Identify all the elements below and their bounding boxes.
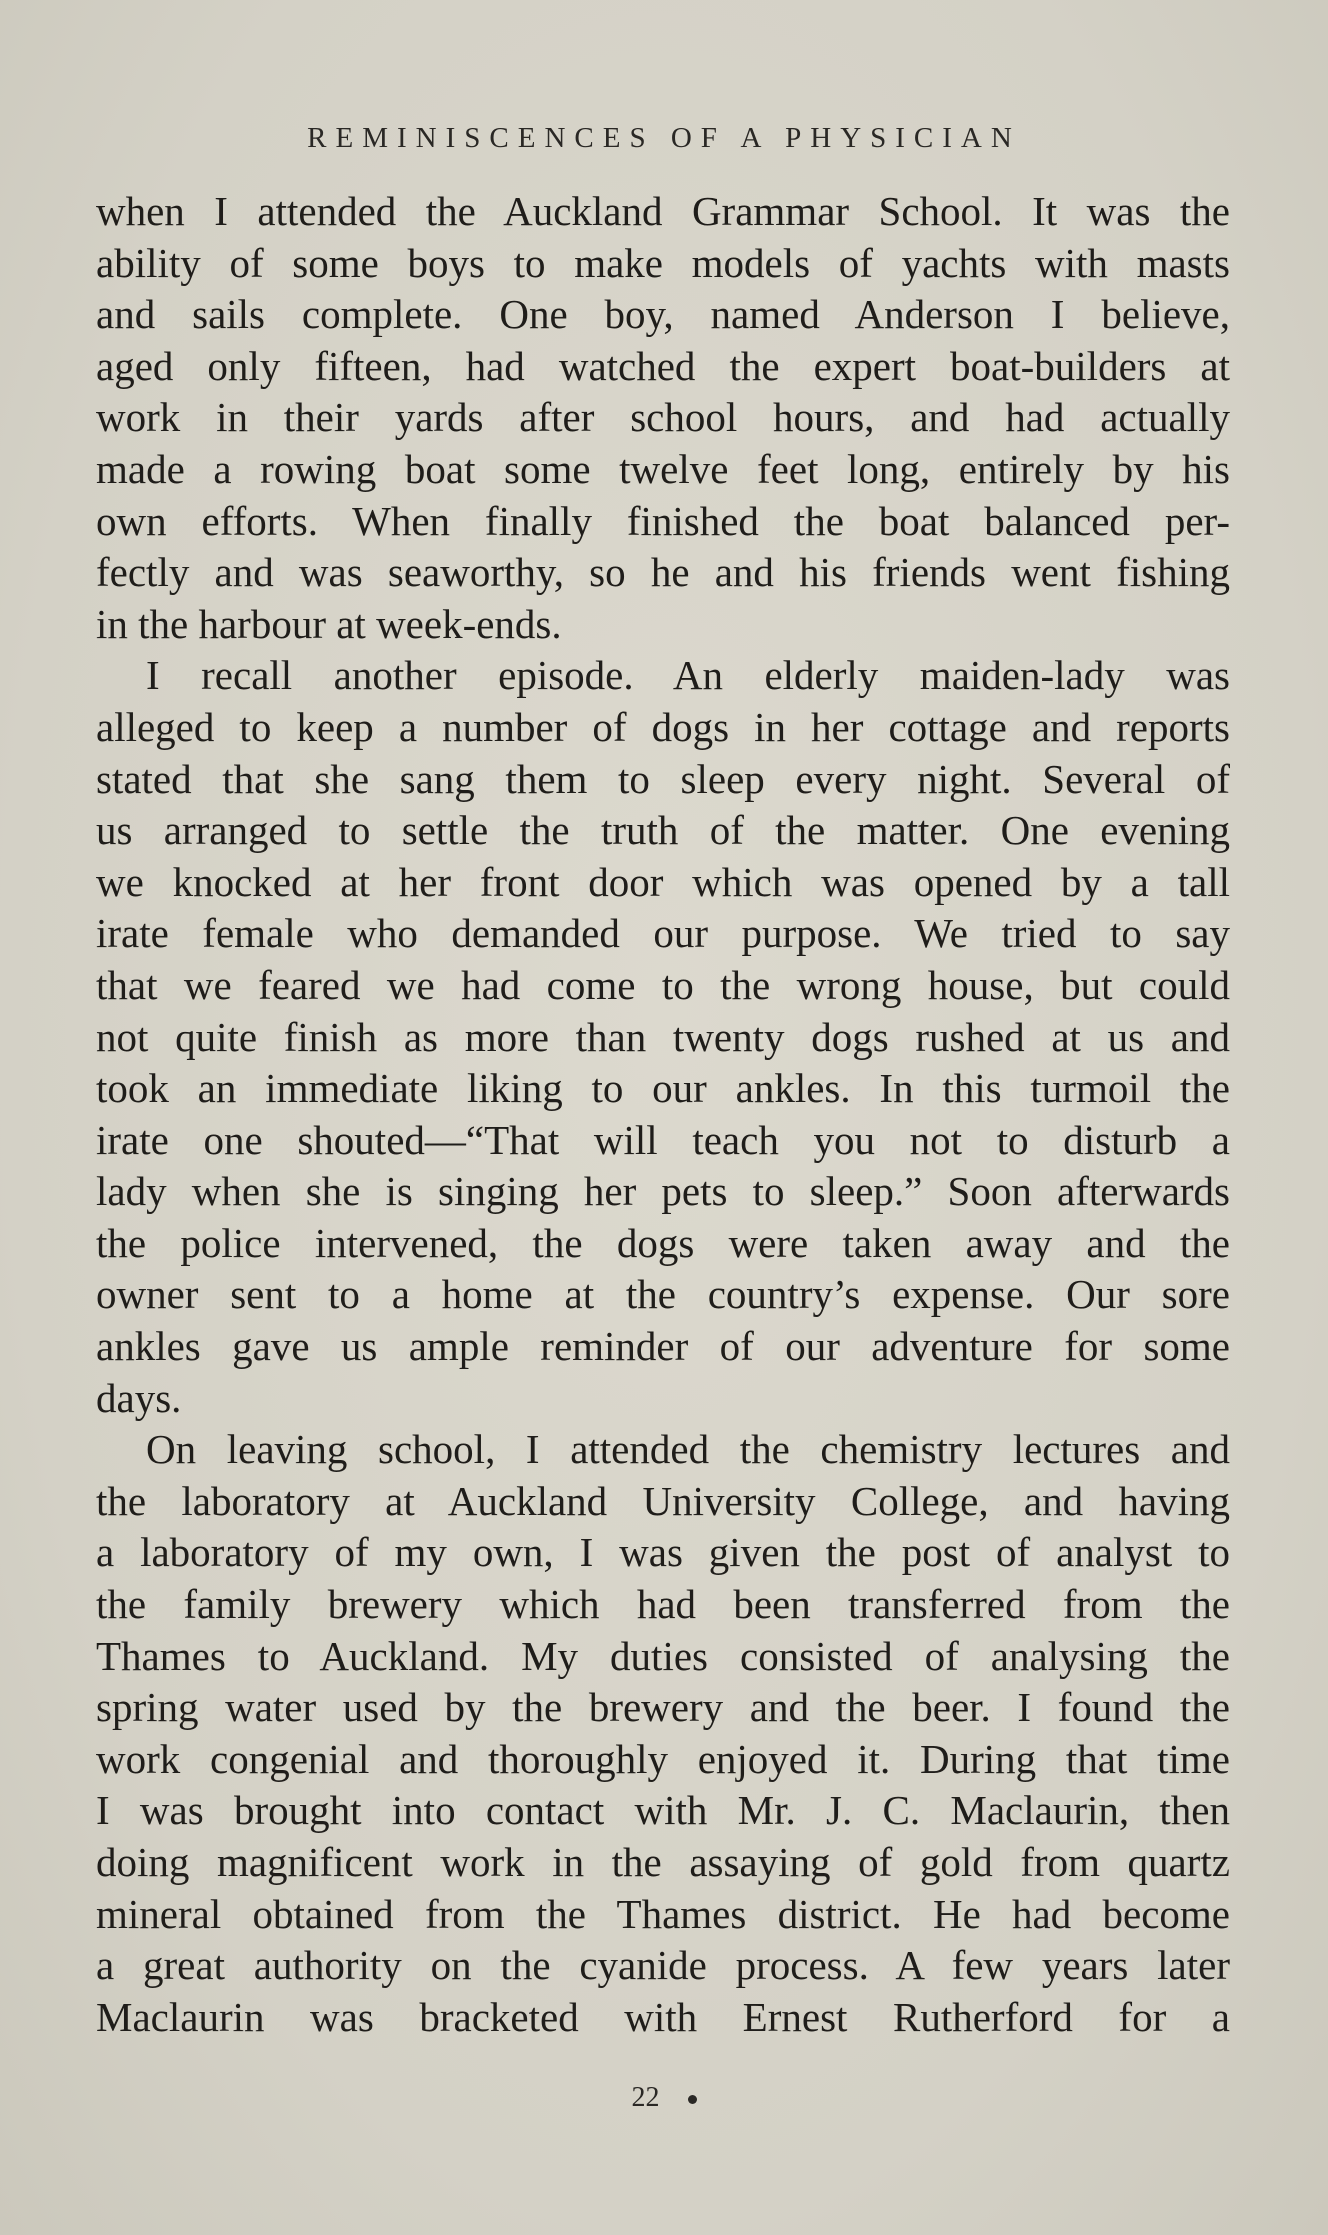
text-line: work in their yards after school hours, and had actually — [96, 394, 1230, 441]
text-line: and sails complete. One boy, named Anderson I believe, — [96, 291, 1230, 338]
bullet-dot-icon — [688, 2095, 697, 2104]
text-line: took an immediate liking to our ankles. In this turmoil the — [96, 1065, 1230, 1112]
running-head: REMINISCENCES OF A PHYSICIAN — [307, 122, 1021, 154]
text-line: made a rowing boat some twelve feet long, entirely by his — [96, 445, 1230, 492]
text-line: a great authority on the cyanide process. A few years later — [96, 1942, 1230, 1989]
text-line: days. — [96, 1374, 182, 1421]
text-line: irate female who demanded our purpose. We tried to say — [96, 910, 1230, 957]
text-line: a laboratory of my own, I was given the post of analyst to — [96, 1529, 1230, 1576]
text-line: the laboratory at Auckland University College, and having — [96, 1477, 1230, 1524]
paragraph-first-line: On leaving school, I attended the chemistry lectures and — [146, 1426, 1230, 1473]
text-line: spring water used by the brewery and the beer. I found the — [96, 1684, 1230, 1731]
text-line: us arranged to settle the truth of the matter. One evening — [96, 807, 1230, 854]
text-line: I was brought into contact with Mr. J. C. Maclaurin, then — [96, 1787, 1230, 1834]
text-line: ability of some boys to make models of yachts with masts — [96, 239, 1230, 286]
text-line: Maclaurin was bracketed with Ernest Rutherford for a — [96, 1993, 1230, 2040]
text-line: ankles gave us ample reminder of our adventure for some — [96, 1323, 1230, 1370]
text-line: aged only fifteen, had watched the expert boat-builders at — [96, 342, 1230, 389]
text-line: own efforts. When finally finished the boat balanced per- — [96, 497, 1230, 544]
text-line: the police intervened, the dogs were taken away and the — [96, 1219, 1230, 1266]
text-line: we knocked at her front door which was opened by a tall — [96, 858, 1230, 905]
text-line: work congenial and thoroughly enjoyed it. During that time — [96, 1735, 1230, 1782]
text-line: mineral obtained from the Thames district. He had become — [96, 1890, 1230, 1937]
page-footer — [0, 2082, 1328, 2114]
paragraph-first-line: I recall another episode. An elderly maiden-lady was — [146, 652, 1230, 699]
text-line: irate one shouted—“That will teach you not to disturb a — [96, 1116, 1230, 1163]
text-line: not quite finish as more than twenty dogs rushed at us and — [96, 1013, 1230, 1060]
text-line: the family brewery which had been transferred from the — [96, 1581, 1230, 1628]
text-line: owner sent to a home at the country’s expense. Our sore — [96, 1271, 1230, 1318]
text-line: when I attended the Auckland Grammar School. It was the — [96, 188, 1230, 234]
text-line: alleged to keep a number of dogs in her cottage and reports — [96, 703, 1230, 750]
text-line: doing magnificent work in the assaying of gold from quartz — [96, 1839, 1230, 1885]
text-line: Thames to Auckland. My duties consisted of analysing the — [96, 1632, 1230, 1679]
text-line: fectly and was seaworthy, so he and his friends went fishing — [96, 549, 1230, 596]
text-line: that we feared we had come to the wrong house, but could — [96, 961, 1230, 1008]
text-line: in the harbour at week-ends. — [96, 600, 562, 647]
text-line: stated that she sang them to sleep every night. Several of — [96, 755, 1230, 802]
text-line: lady when she is singing her pets to sleep.” Soon afterwards — [96, 1168, 1230, 1215]
page-number: 22 — [631, 2082, 660, 2113]
body-text — [96, 186, 1230, 2043]
